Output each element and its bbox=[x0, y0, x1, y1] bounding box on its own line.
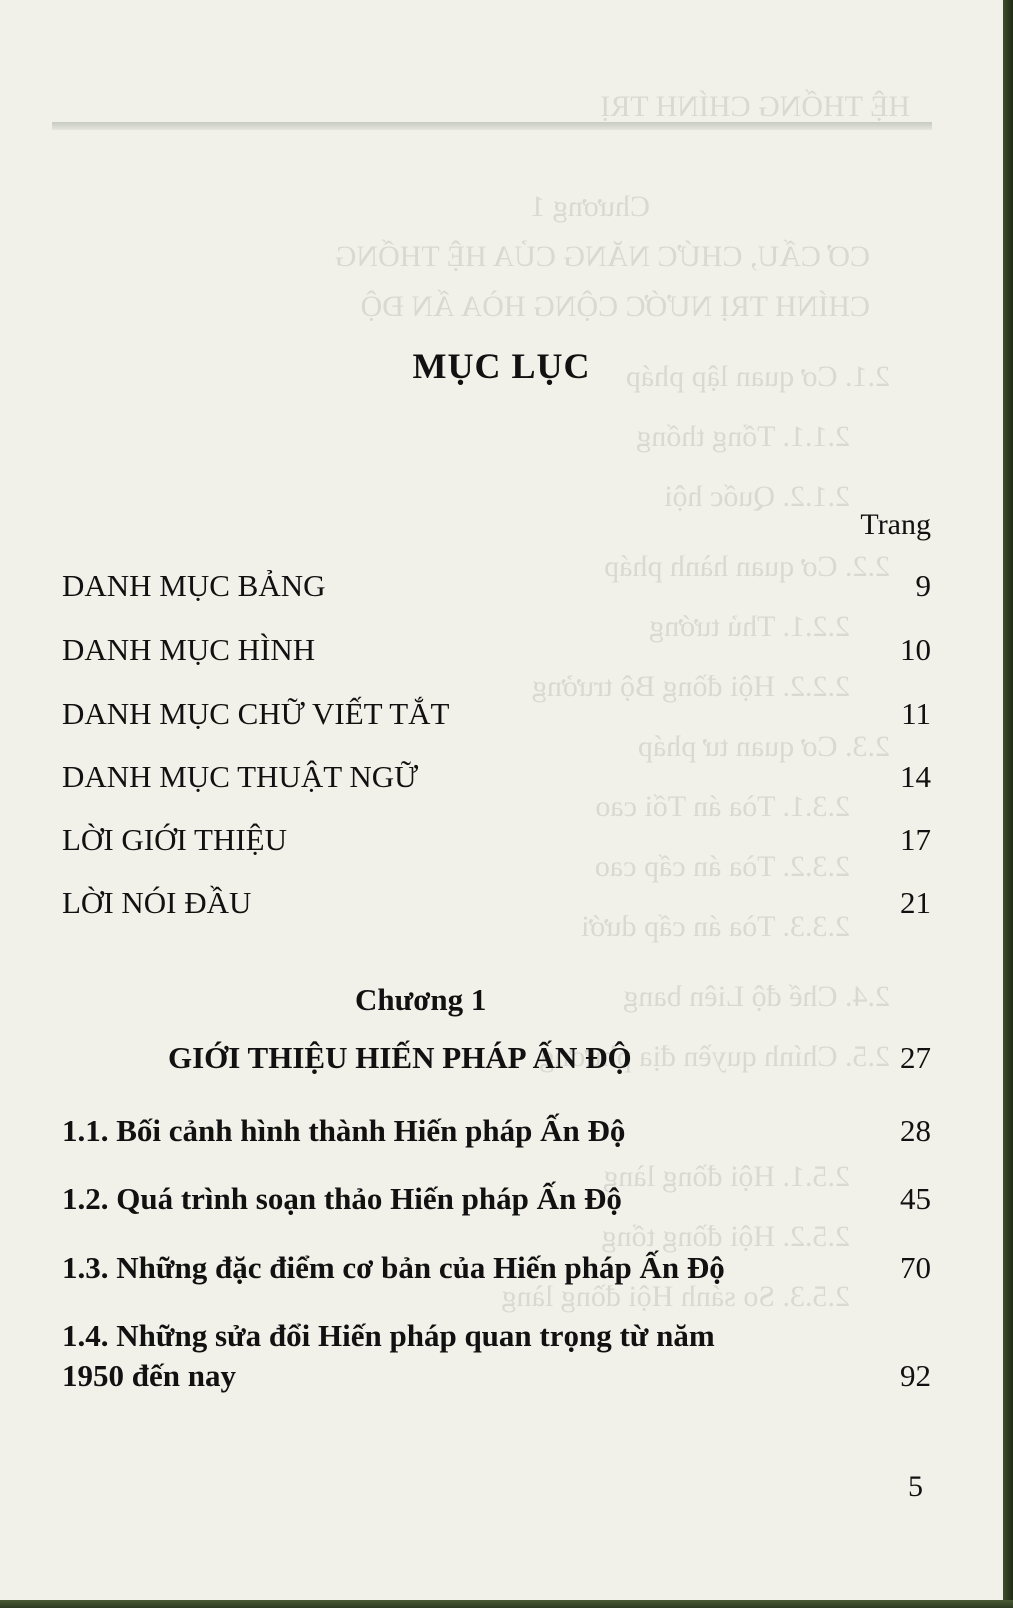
chapter-title: GIỚI THIỆU HIẾN PHÁP ẤN ĐỘ bbox=[168, 1040, 632, 1075]
toc-entry-label: DANH MỤC HÌNH bbox=[62, 632, 316, 667]
bleed-through-texture: HỆ THỐNG CHÍNH TRỊ Chương 1 CƠ CẤU, CHỨC NĂNG CỦA HỆ THỐNG CHÍNH TRỊ NƯỚC CỘNG HÒA ẤN ĐỘ 2.1. Cơ quan lập pháp 2.1.1. Tổng thống 2.1.2. Quốc hội 2.2. Cơ quan hành pháp 2.2.1. Thủ tướng 2.2.2. Hội đồng Bộ trưởng 2.3. Cơ quan tư pháp 2.3.1. Tòa án Tối cao 2.3.2. Tòa án cấp cao 2.3.3. Tòa án cấp dưới 2.4. Chế độ Liên bang 2.5. Chính quyền địa phương 2.5.1. Hội đồng làng 2.5.2. Hội đồng tổng 2.5.3. So sánh Hội đồng làng bbox=[334, 90, 910, 1313]
toc-entry[interactable] bbox=[62, 822, 931, 858]
toc-entry-page: 10 bbox=[900, 632, 931, 667]
toc-section-label: 1.1. Bối cảnh hình thành Hiến pháp Ấn Độ bbox=[62, 1113, 626, 1148]
toc-entry-label: DANH MỤC THUẬT NGỮ bbox=[62, 759, 419, 794]
toc-section-page: 28 bbox=[900, 1113, 931, 1148]
toc-entry[interactable] bbox=[62, 568, 931, 604]
toc-entry-label: DANH MỤC BẢNG bbox=[62, 568, 326, 603]
toc-entry-page: 21 bbox=[900, 885, 931, 920]
toc-entry-page: 9 bbox=[915, 568, 931, 603]
toc-entry[interactable] bbox=[62, 759, 931, 795]
footer-page-number: 5 bbox=[908, 1470, 923, 1503]
header-rule bbox=[52, 122, 932, 130]
toc-section-entry[interactable] bbox=[62, 1181, 931, 1217]
toc-section-label-line1: 1.4. Những sửa đổi Hiến pháp quan trọng từ năm bbox=[62, 1318, 715, 1353]
toc-section-entry[interactable] bbox=[62, 1113, 931, 1149]
page-edge-right bbox=[1003, 0, 1013, 1608]
toc-section-entry[interactable] bbox=[62, 1250, 931, 1286]
toc-section-page: 70 bbox=[900, 1250, 931, 1285]
toc-section-label: 1.2. Quá trình soạn thảo Hiến pháp Ấn Độ bbox=[62, 1181, 622, 1216]
toc-entry-label: LỜI NÓI ĐẦU bbox=[62, 885, 252, 920]
toc-section-label-line2: 1950 đến nay bbox=[62, 1358, 236, 1393]
page-edge-bottom bbox=[0, 1600, 1013, 1608]
chapter-page: 27 bbox=[900, 1040, 931, 1075]
document-title: MỤC LỤC bbox=[412, 346, 591, 386]
toc-entry[interactable] bbox=[62, 632, 931, 668]
chapter-title-entry[interactable] bbox=[168, 1040, 931, 1076]
toc-section-label: 1.3. Những đặc điểm cơ bản của Hiến pháp Ấn Độ bbox=[62, 1250, 725, 1285]
toc-entry-page: 11 bbox=[901, 696, 931, 731]
toc-entry-page: 17 bbox=[900, 822, 931, 857]
toc-entry-page: 14 bbox=[900, 759, 931, 794]
toc-entry-label: LỜI GIỚI THIỆU bbox=[62, 822, 287, 857]
toc-section-page: 45 bbox=[900, 1181, 931, 1216]
toc-section-page: 92 bbox=[900, 1358, 931, 1393]
chapter-label: Chương 1 bbox=[355, 982, 487, 1017]
page-column-header: Trang bbox=[860, 508, 931, 541]
toc-entry-label: DANH MỤC CHỮ VIẾT TẮT bbox=[62, 696, 450, 731]
toc-entry[interactable] bbox=[62, 885, 931, 921]
toc-section-entry[interactable] bbox=[62, 1318, 931, 1394]
toc-entry[interactable] bbox=[62, 696, 931, 732]
